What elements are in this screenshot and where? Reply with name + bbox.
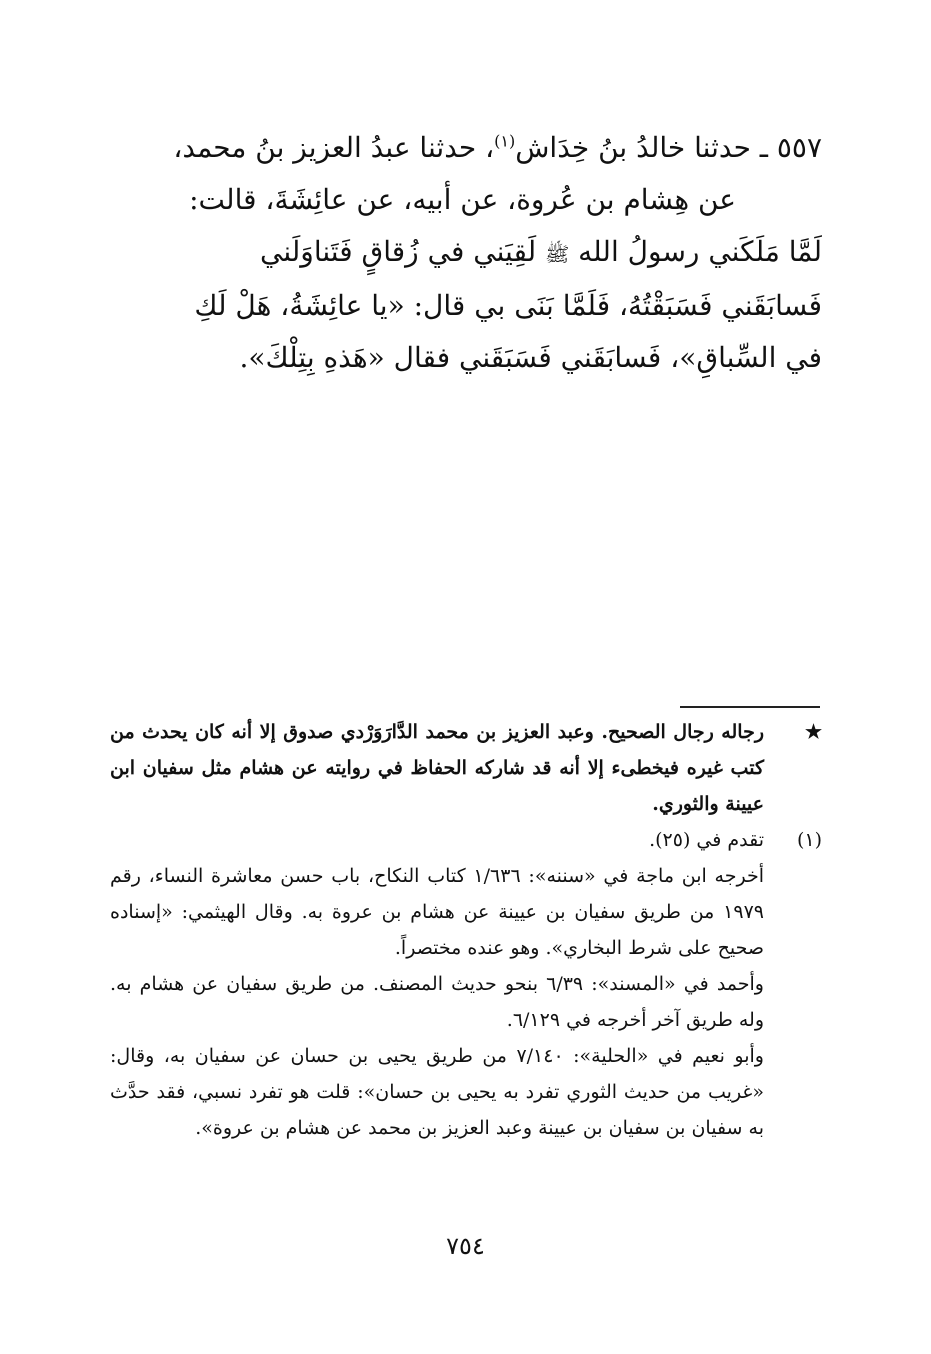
takhrij-paragraph-3: وأبو نعيم في «الحلية»: ٧/١٤٠ من طريق يحيى بن حسان عن سفيان به، وقال: «غريب من حديث الثوري تفرد به يحيى بن حسان»: قلت هو تفرد نسبي، فقد حدَّث به سفيان بن سفيان بن عيينة وعبد العزيز بن محمد عن هشام بن عروة». [110,1045,764,1139]
star-marker: ★ [804,721,822,743]
hadith-line-5: في السِّباقِ»، فَسابَقَني فَسَبَقَني فقال «هَذهِ بِتِلْكَ». [239,341,822,374]
honorific-glyph: ﷺ [545,242,570,266]
hadith-line-3-part-a: لَمَّا مَلَكَني رسولُ الله [578,235,822,268]
hadith-line-3-part-b: لَقِيَني في زُقاقٍ فَتَناوَلَني [259,235,546,268]
footnotes [110,714,822,1146]
footnote-reference: (١) [494,131,516,151]
hadith-line-1-part-a: ـ حدثنا خالدُ بنُ خِدَاش [515,131,777,164]
footnote-1 [110,822,822,858]
hadith-line-1-part-b: ، حدثنا عبدُ العزيز بنُ محمد، [173,131,495,164]
takhrij-paragraph-2: وأحمد في «المسند»: ٦/٣٩ بنحو حديث المصنف. من طريق سفيان عن هشام به. وله طريق آخر أخرجه في ٦/١٢٩. [110,973,764,1031]
hadith-number: ٥٥٧ [776,131,822,164]
footnote-1-marker: (١) [796,829,822,851]
takhrij-paragraph-1: أخرجه ابن ماجة في «سننه»: ١/٦٣٦ كتاب النكاح، باب حسن معاشرة النساء، رقم ١٩٧٩ من طريق سفيان بن عيينة عن هشام بن عروة به. وقال الهيثمي: «إسناده صحيح على شرط البخاري». وهو عنده مختصراً. [110,865,764,959]
hadith-line-1 [110,122,822,174]
grading-note [110,714,822,822]
hadith-line-3 [110,226,822,280]
hadith-text [110,122,822,384]
hadith-line-2: عن هِشام بن عُروة، عن أبيه، عن عائِشَةَ، قالت: [189,183,736,216]
grading-note-text: رجاله رجال الصحيح. وعبد العزيز بن محمد الدَّارَوَرْدي صدوق إلا أنه كان يحدث من كتب غيره فيخطىء إلا أنه قد شاركه الحفاظ في روايته عن هشام مثل سفيان ابن عيينة والثوري. [110,721,764,815]
footnote-divider [680,706,820,708]
hadith-line-4: فَسابَقَني فَسَبَقْتُهُ، فَلَمَّا بَنَى بي قال: «يا عائِشَةُ، هَلْ لَكِ [194,289,822,322]
page-number: ٧٥٤ [446,1232,485,1260]
footnote-1-text: تقدم في (٢٥). [649,829,764,851]
